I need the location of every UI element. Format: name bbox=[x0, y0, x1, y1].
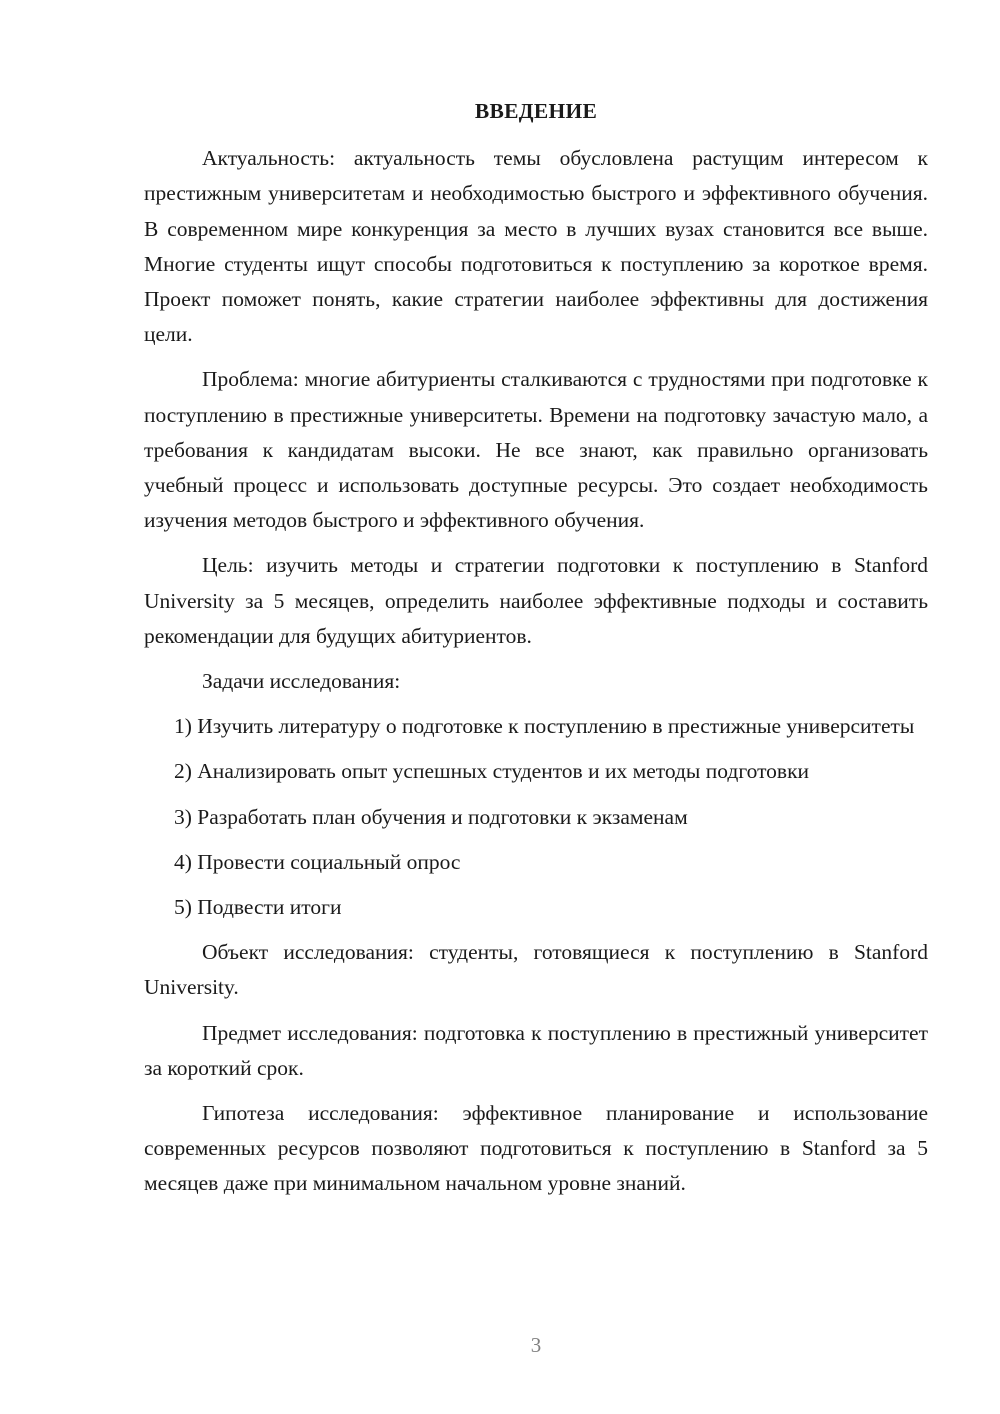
tasks-heading: Задачи исследования: bbox=[202, 669, 401, 694]
list-item: 5) Подвести итоги bbox=[174, 895, 342, 920]
section-title: ВВЕДЕНИЕ bbox=[474, 99, 598, 123]
paragraph-problem: Проблема: многие абитуриенты сталкиваются с трудностями при подготовке к поступлению в престижные университеты. Времени на подготовку зачастую мало, а требования к кандидатам высоки. Не все знают, как правильно организовать учебный процесс и использовать доступные ресурсы. Это создает необходимость изучения методов быстрого и эффективного обучения. bbox=[144, 367, 928, 533]
list-item: 3) Разработать план обучения и подготовки к экзаменам bbox=[174, 804, 688, 829]
tasks-list bbox=[144, 709, 928, 925]
paragraph-subject: Предмет исследования: подготовка к поступлению в престижный университет за короткий срок. bbox=[144, 1020, 928, 1080]
list-item: 1) Изучить литературу о подготовке к поступлению в престижные университеты bbox=[174, 714, 915, 739]
page-content bbox=[144, 94, 928, 1212]
page-number: 3 bbox=[530, 1333, 542, 1357]
paragraph-object: Объект исследования: студенты, готовящиеся к поступлению в Stanford University. bbox=[144, 940, 928, 1000]
paragraph-goal: Цель: изучить методы и стратегии подготовки к поступлению в Stanford University за 5 месяцев, определить наиболее эффективные подходы и составить рекомендации для будущих абитуриентов. bbox=[144, 553, 928, 648]
paragraph-relevance: Актуальность: актуальность темы обусловлена растущим интересом к престижным университетам и необходимостью быстрого и эффективного обучения. В современном мире конкуренция за место в лучших вузах становится все выше. Многие студенты ищут способы подготовиться к поступлению за короткое время. Проект поможет понять, какие стратегии наиболее эффективны для достижения цели. bbox=[144, 146, 928, 347]
list-item: 2) Анализировать опыт успешных студентов и их методы подготовки bbox=[174, 759, 810, 784]
list-item: 4) Провести социальный опрос bbox=[174, 849, 461, 874]
paragraph-hypothesis: Гипотеза исследования: эффективное планирование и использование современных ресурсов позволяют подготовиться к поступлению в Stanford за 5 месяцев даже при минимальном начальном уровне знаний. bbox=[144, 1101, 928, 1196]
